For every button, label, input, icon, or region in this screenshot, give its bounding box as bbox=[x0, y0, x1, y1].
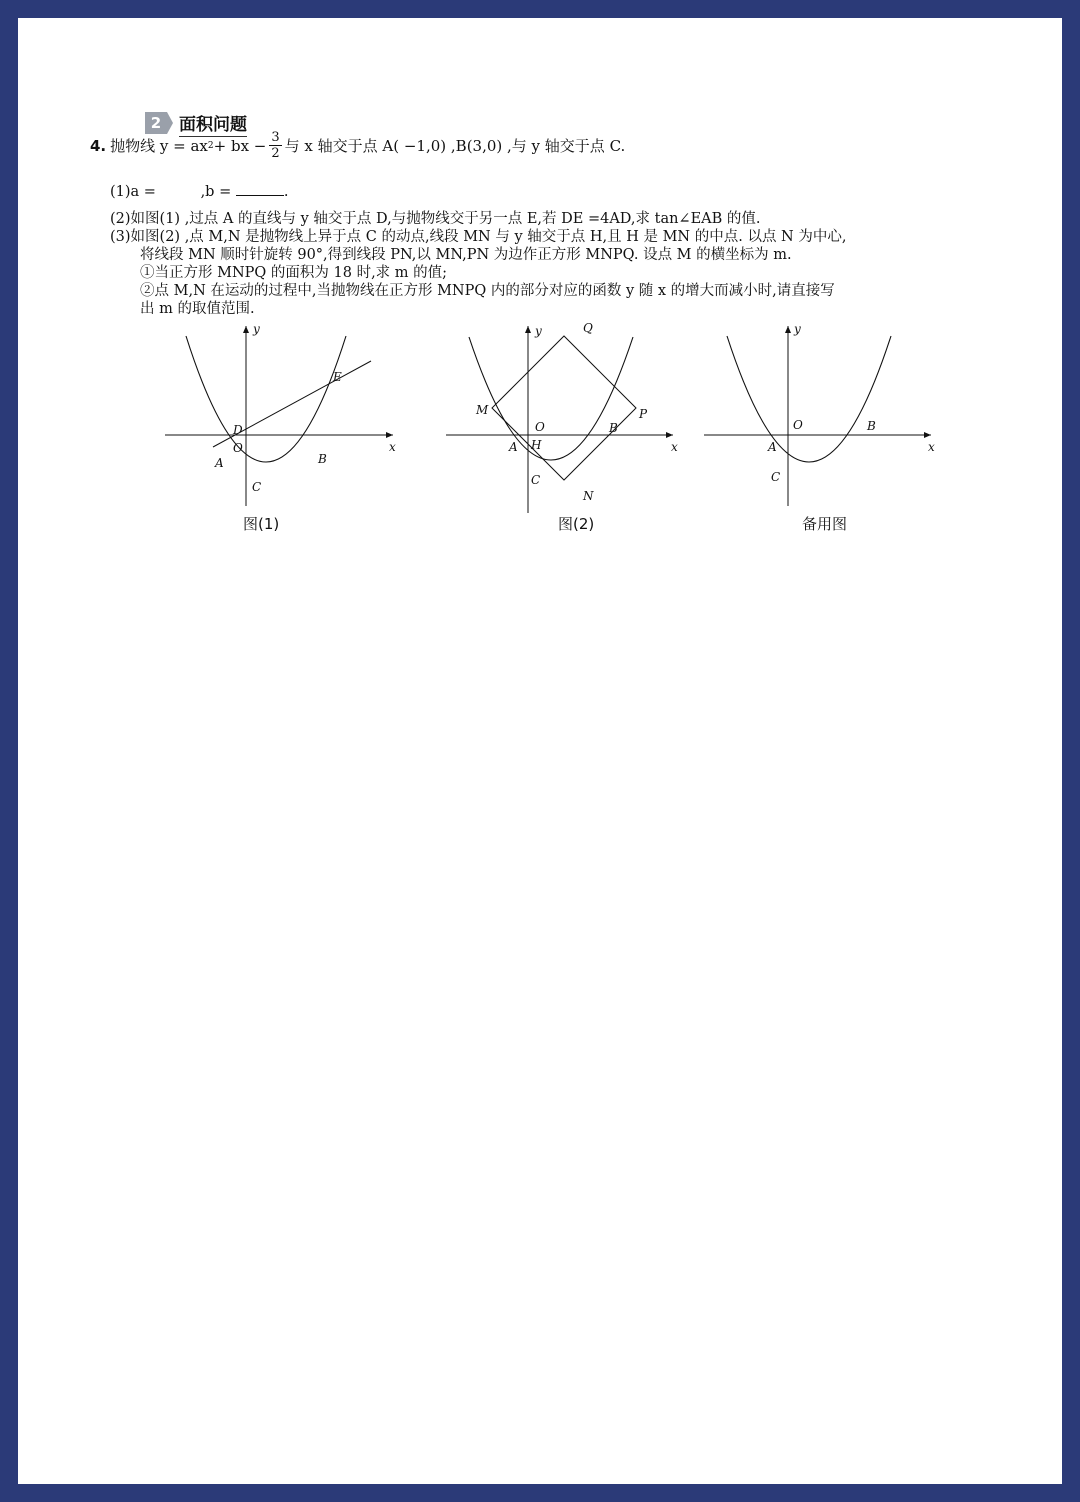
fig2-label-P: P bbox=[639, 407, 648, 421]
worksheet-page bbox=[18, 18, 1062, 1484]
part1-b: ,b = bbox=[200, 184, 232, 200]
fig2-label-A: A bbox=[509, 440, 518, 454]
figure-2 bbox=[443, 318, 683, 518]
fig3-label-O: O bbox=[793, 418, 803, 432]
fraction-numerator: 3 bbox=[271, 130, 280, 145]
part-3-sub-2-line-1: ②点 M,N 在运动的过程中,当抛物线在正方形 MNPQ 内的部分对应的函数 y 随 x 的增大而减小时,请直接写 bbox=[140, 283, 835, 299]
fig3-label-x: x bbox=[928, 440, 935, 454]
stem-start: 抛物线 y = ax bbox=[110, 137, 208, 155]
fig3-label-y: y bbox=[794, 322, 801, 336]
problem-number: 4. bbox=[90, 136, 107, 155]
part-3-sub-2-line-2: 出 m 的取值范围. bbox=[140, 301, 255, 317]
stem-exponent: 2 bbox=[207, 140, 214, 151]
part1-end: . bbox=[283, 184, 289, 200]
fig1-label-O: O bbox=[233, 441, 243, 455]
part-2: (2)如图(1) ,过点 A 的直线与 y 轴交于点 D,与抛物线交于另一点 E,若 DE =4AD,求 tan∠EAB 的值. bbox=[110, 211, 761, 227]
fraction-denominator: 2 bbox=[271, 146, 280, 161]
fig2-label-O: O bbox=[535, 420, 545, 434]
fraction bbox=[269, 130, 281, 161]
figure-2-caption: 图(2) bbox=[558, 515, 595, 533]
stem-mid: + bx − bbox=[213, 136, 267, 155]
problem-stem bbox=[90, 130, 1020, 161]
part-3-line-1: (3)如图(2) ,点 M,N 是抛物线上异于点 C 的动点,线段 MN 与 y 轴交于点 H,且 H 是 MN 的中点. 以点 N 为中心, bbox=[110, 229, 847, 245]
figure-1 bbox=[163, 321, 403, 516]
figure-1-caption: 图(1) bbox=[243, 515, 280, 533]
fig2-label-x: x bbox=[671, 440, 678, 454]
fig2-label-N: N bbox=[583, 489, 594, 503]
fig2-label-B: B bbox=[609, 421, 618, 435]
figure-3-caption: 备用图 bbox=[802, 515, 848, 533]
fig1-label-A: A bbox=[215, 456, 224, 470]
fig2-label-H: H bbox=[531, 438, 542, 452]
part-3-line-2: 将线段 MN 顺时针旋转 90°,得到线段 PN,以 MN,PN 为边作正方形 MNPQ. 设点 M 的横坐标为 m. bbox=[140, 247, 792, 263]
section-number: 2 bbox=[145, 112, 167, 134]
fig2-label-y: y bbox=[535, 324, 542, 338]
fig2-label-M: M bbox=[476, 403, 489, 417]
fig3-label-C: C bbox=[771, 470, 781, 484]
fig1-label-D: D bbox=[233, 423, 243, 437]
fig1-label-y: y bbox=[253, 322, 260, 336]
stem-end: 与 x 轴交于点 A( −1,0) ,B(3,0) ,与 y 轴交于点 C. bbox=[284, 137, 626, 155]
fig3-label-B: B bbox=[867, 419, 876, 433]
part-1 bbox=[110, 181, 288, 201]
section-title: 面积问题 bbox=[179, 110, 247, 137]
fig3-label-A: A bbox=[768, 440, 777, 454]
fig2-label-C: C bbox=[531, 473, 541, 487]
part-3-sub-1: ①当正方形 MNPQ 的面积为 18 时,求 m 的值; bbox=[140, 265, 448, 281]
fig1-label-x: x bbox=[389, 440, 396, 454]
fig1-label-C: C bbox=[252, 480, 262, 494]
fig1-label-E: E bbox=[333, 370, 342, 384]
part1-a: (1)a = bbox=[110, 184, 156, 200]
answer-blank[interactable] bbox=[236, 181, 284, 196]
figure-3 bbox=[701, 321, 941, 516]
fig2-label-Q: Q bbox=[583, 321, 593, 335]
fig1-label-B: B bbox=[318, 452, 327, 466]
